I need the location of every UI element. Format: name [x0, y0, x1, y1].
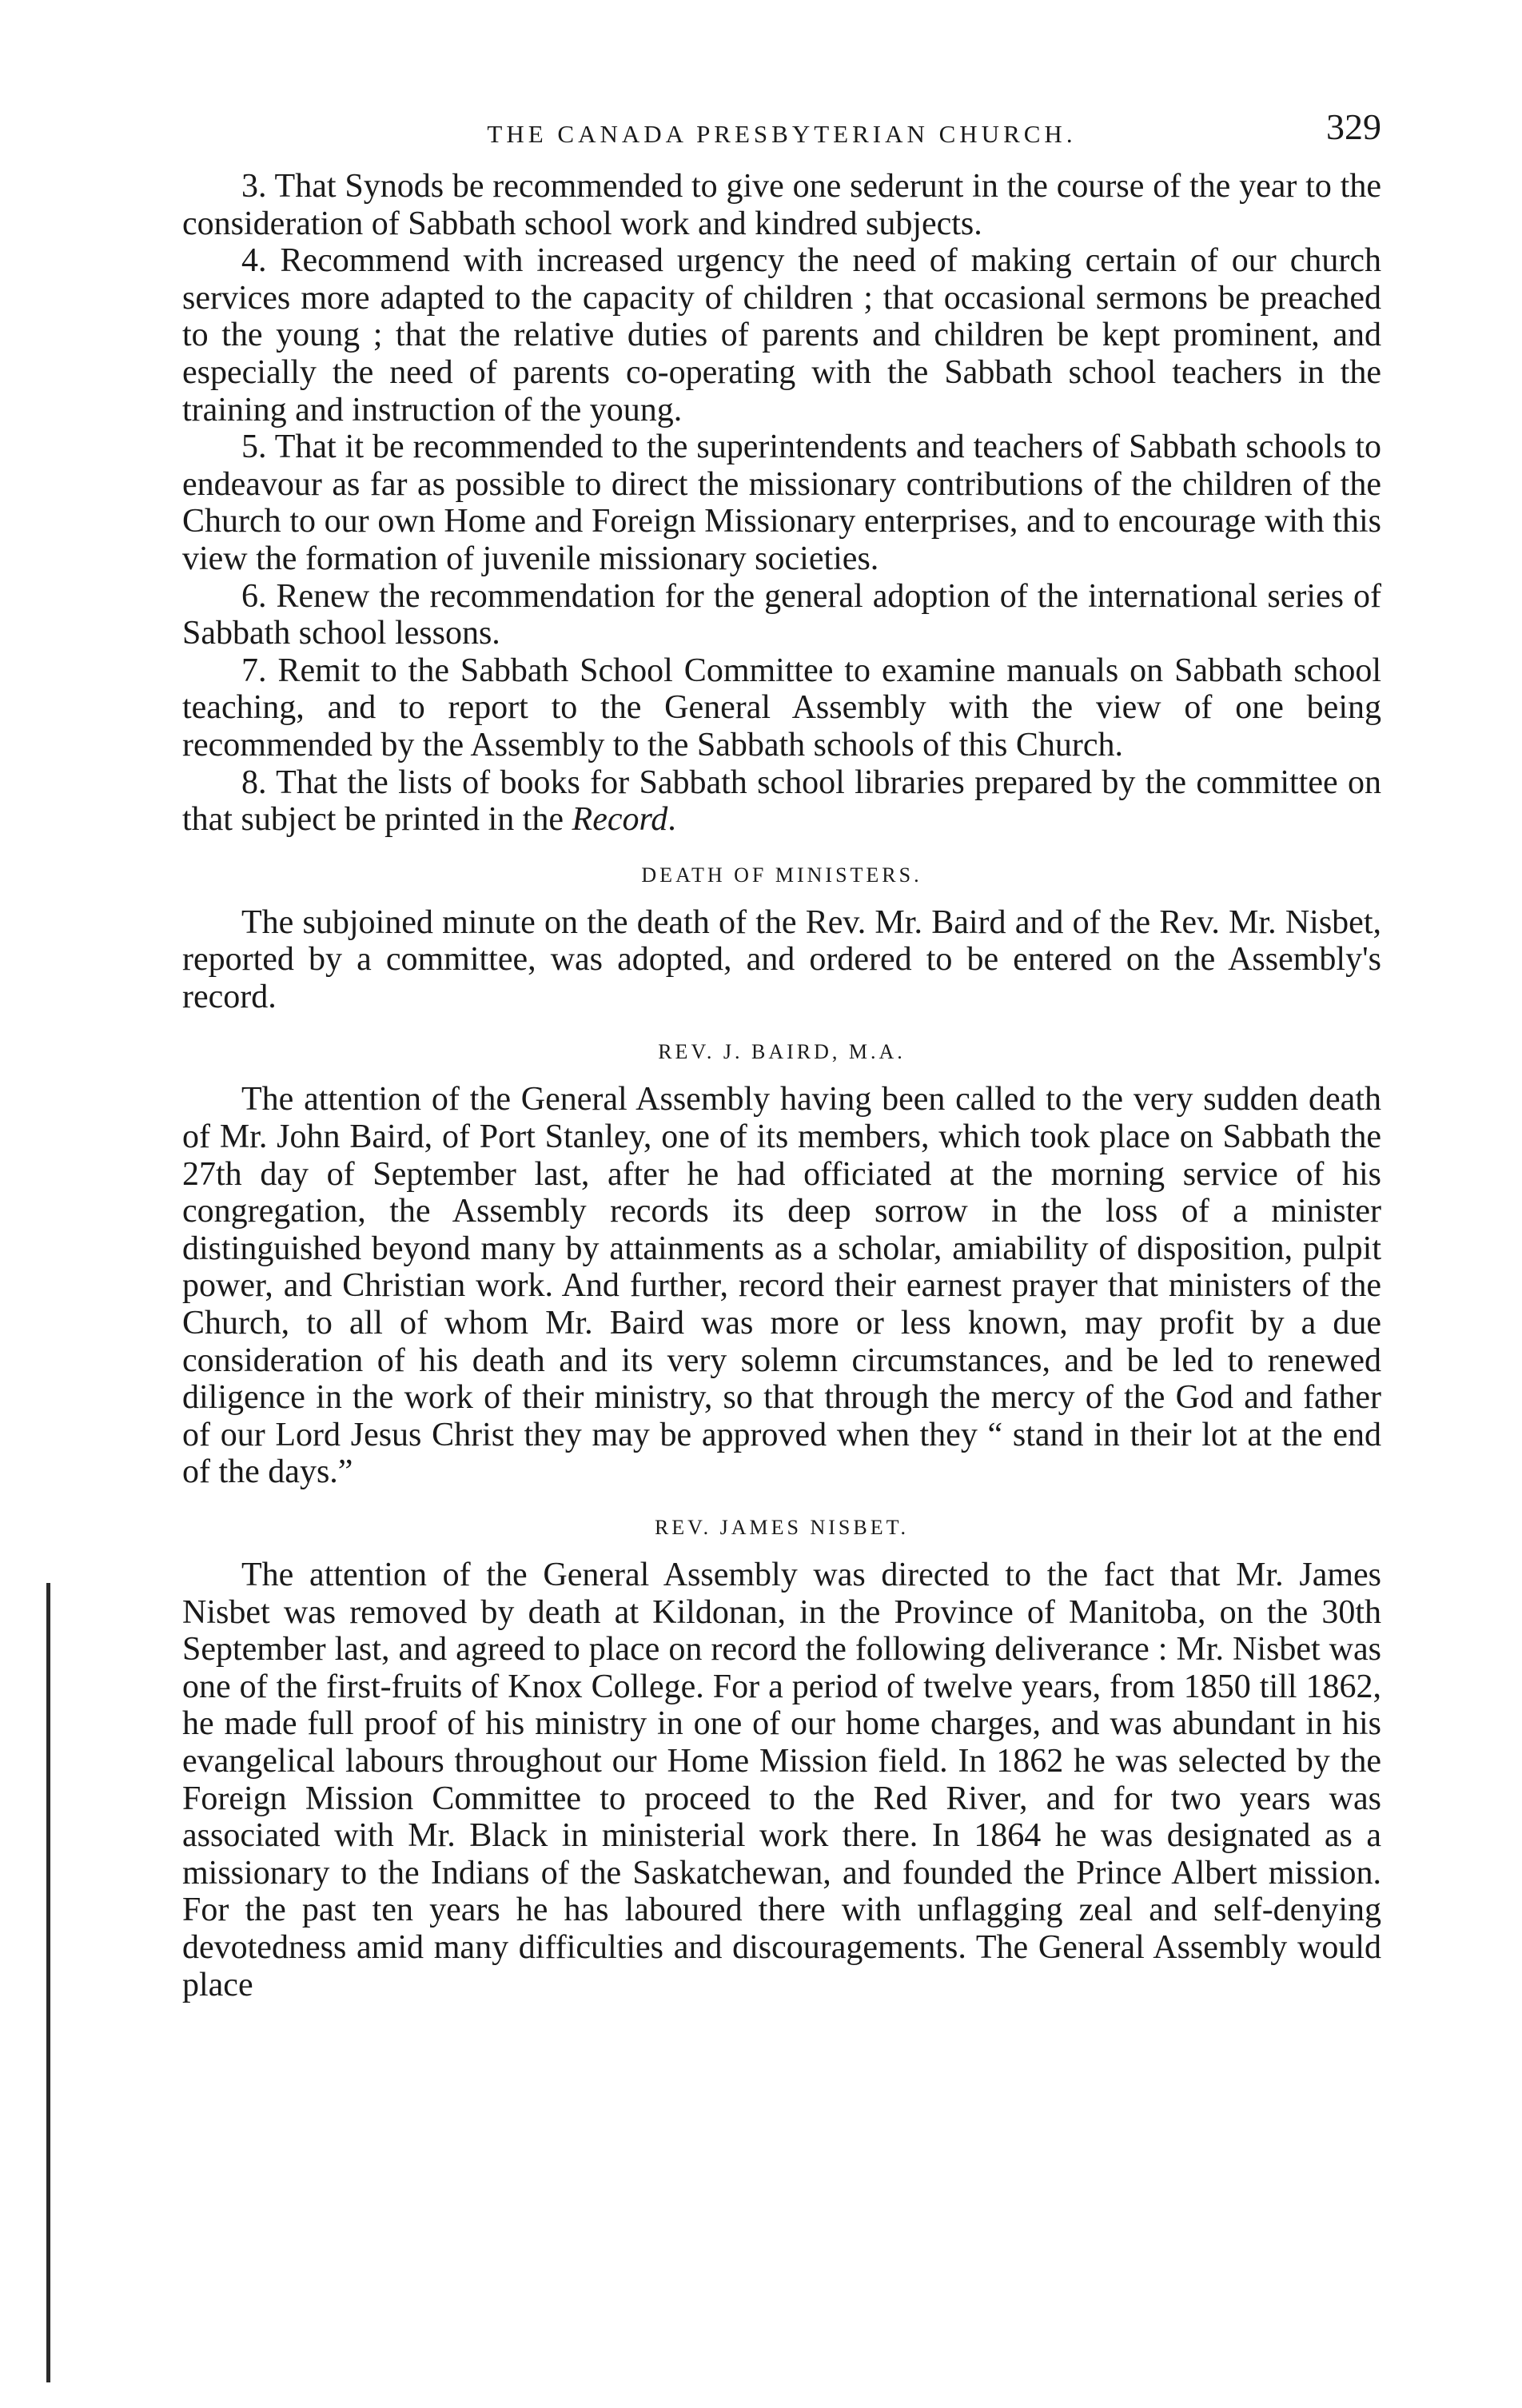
resolution-8-end: .	[667, 801, 676, 839]
resolution-8	[182, 764, 1381, 839]
scan-edge-shadow	[46, 1583, 50, 2382]
resolution-5: 5. That it be recommended to the superintendents and teachers of Sabbath schools to endeavour as far as possible to direct the missionary contributions of the children of the Church to our own Home and Foreign Missionary enterprises, and to encourage with this view the formation of juvenile missionary societies.	[182, 429, 1381, 577]
resolution-6: 6. Renew the recommendation for the general adoption of the international series of Sabbath school lessons.	[182, 577, 1381, 652]
running-title: THE CANADA PRESBYTERIAN CHURCH.	[487, 120, 1077, 148]
resolution-4: 4. Recommend with increased urgency the need of making certain of our church services more adapted to the capacity of children ; that occasional sermons be preached to the young ; that the relative duties of parents and children be kept prominent, and especially the need of parents co-operating with the Sabbath school teachers in the training and instruction of the young.	[182, 242, 1381, 429]
nisbet-paragraph: The attention of the General Assembly was directed to the fact that Mr. James Nisbet was removed by death at Kildonan, in the Province of Manitoba, on the 30th September last, and agreed to place on record the following deliverance : Mr. Nisbet was one of the first-fruits of Knox College. For a period of twelve years, from 1850 till 1862, he made full proof of his ministry in one of our home charges, and was abundant in his evangelical labours throughout our Home Mission field. In 1862 he was selected by the Foreign Mission Committee to proceed to the Red River, and for two years was associated with Mr. Black in ministerial work there. In 1864 he was designated as a missionary to the Indians of the Saskatchewan, and founded the Prince Albert mission. For the past ten years he has laboured there with unflagging zeal and self-denying devotedness amid many difficulties and discouragements. The General Assembly would place	[182, 1557, 1381, 2003]
body-text	[182, 168, 1381, 2003]
resolution-7: 7. Remit to the Sabbath School Committee to examine manuals on Sabbath school teaching, and to report to the General Assembly with the view of one being recommended by the Assembly to the Sabbath schools of this Church.	[182, 652, 1381, 763]
heading-death-of-ministers: DEATH OF MINISTERS.	[641, 863, 922, 887]
record-italic: Record	[572, 801, 668, 839]
heading-rev-nisbet: REV. JAMES NISBET.	[654, 1516, 910, 1539]
page	[182, 104, 1381, 2003]
resolution-3: 3. That Synods be recommended to give one sederunt in the course of the year to the consideration of Sabbath school work and kindred subjects.	[182, 168, 1381, 242]
page-number: 329	[1326, 106, 1381, 147]
baird-paragraph: The attention of the General Assembly having been called to the very sudden death of Mr. John Baird, of Port Stanley, one of its members, which took place on Sabbath the 27th day of September last, after he had officiated at the morning service of his congregation, the Assembly records its deep sorrow in the loss of a minister distinguished beyond many by attainments as a scholar, amiability of disposition, pulpit power, and Christian work. And further, record their earnest prayer that ministers of the Church, to all of whom Mr. Baird was more or less known, may profit by a due consideration of his death and its very solemn circumstances, and be led to renewed diligence in the work of their ministry, so that through the mercy of the God and father of our Lord Jesus Christ they may be approved when they “ stand in their lot at the end of the days.”	[182, 1081, 1381, 1491]
resolution-8-text: 8. That the lists of books for Sabbath school libraries prepared by the committee on that subject be printed in the	[182, 763, 1381, 839]
heading-rev-baird: REV. J. BAIRD, M.A.	[658, 1040, 906, 1064]
death-intro-paragraph: The subjoined minute on the death of the Rev. Mr. Baird and of the Rev. Mr. Nisbet, reported by a committee, was adopted, and ordered to be entered on the Assembly's record.	[182, 903, 1381, 1015]
running-head	[182, 104, 1381, 168]
